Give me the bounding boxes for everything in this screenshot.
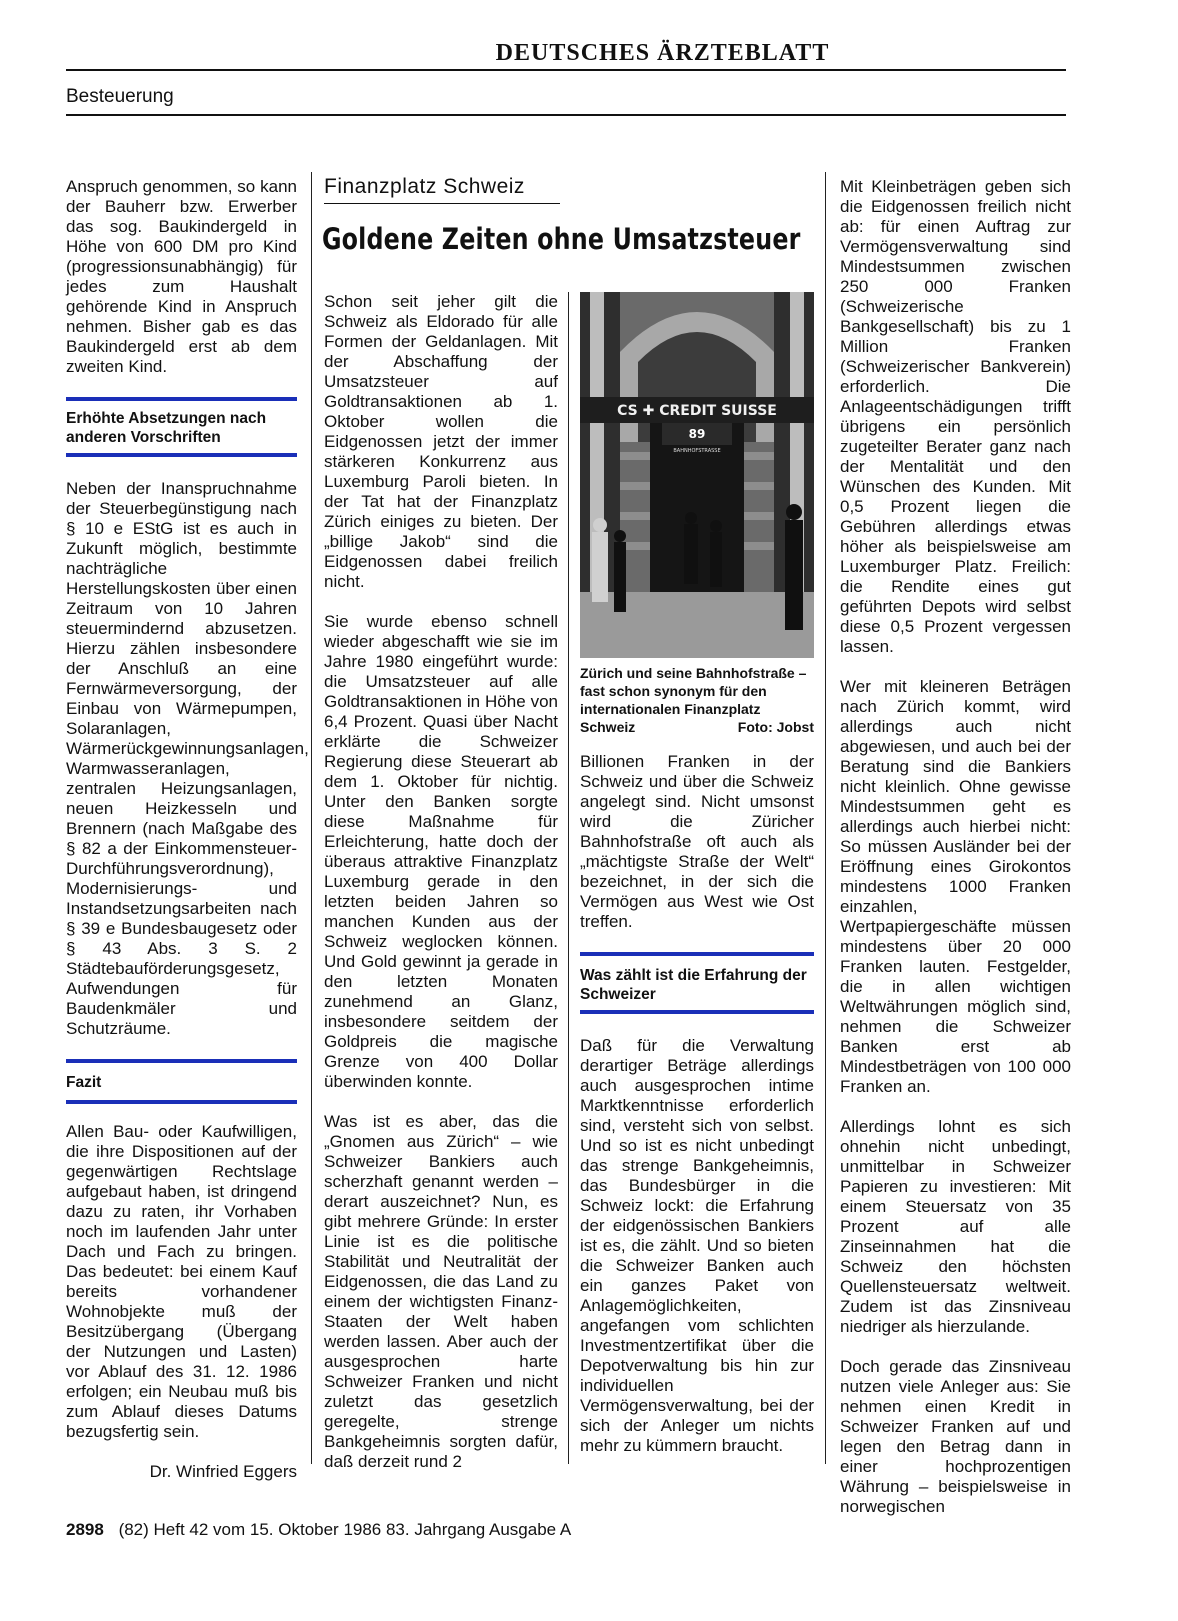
paragraph: Wer mit kleineren Beträgen nach Zürich kommt, wird allerdings auch nicht abgewiesen, und auch bei der Beratung sind die Bankiers nicht kleinlich. Ohne gewisse Mindestsummen geht es allerdings auch hierbei nicht: So müssen Ausländer bei der Eröffnung eines Girokontos mindestens 1000 Franken einzahlen, Wertpapiergeschäfte müssen mindestens über 20 000 Franken lauten. Festgelder, die in allen wichtigen Weltwährungen möglich sind, nehmen die Schweizer Banken erst ab Mindestbeträgen von 100 000 Franken an.: [840, 677, 1071, 1096]
column-divider: [825, 172, 826, 1464]
paragraph: Allerdings lohnt es sich ohnehin nicht unbedingt, unmittelbar in Schweizer Papieren zu investieren: Mit einem Steuersatz von 35 Prozent auf alle Zinseinnahmen hat die Schweiz den höchsten Quellensteuersatz weltweit. Zudem ist das Zinsniveau niedriger als hierzulande.: [840, 1117, 1071, 1336]
article-kicker: Finanzplatz Schweiz: [324, 175, 560, 204]
issue-info: (82) Heft 42 vom 15. Oktober 1986 83. Jahrgang Ausgabe A: [118, 1520, 572, 1539]
section-bar: [580, 1010, 814, 1014]
subheading: Was zählt ist die Erfahrung der Schweizer: [580, 967, 807, 1003]
subheading: Erhöhte Absetzungen nach anderen Vorschriften: [66, 410, 267, 446]
column-1: [66, 177, 309, 1482]
section-bar: [66, 1100, 297, 1104]
article-headline: Goldene Zeiten ohne Umsatzsteuer: [322, 222, 801, 256]
paragraph: Billionen Franken in der Schweiz und über die Schweiz angelegt sind. Nicht umsonst wird die Züricher Bahnhofstraße oft auch als „mächtigste Straße der Welt“ bezeichnet, in der sich die Vermögen aus West wie Ost treffen.: [580, 752, 814, 931]
header-rule: [66, 114, 1066, 116]
article-photo: [580, 292, 814, 658]
column-divider: [568, 292, 569, 1464]
paragraph: Anspruch genommen, so kann der Bauherr bzw. Erwerber das sog. Baukindergeld in Höhe von 600 DM pro Kind (progressionsunabhängig) für jedes zum Haushalt gehörende Kind in Anspruch nehmen. Bisher gab es das Baukindergeld erst ab dem zweiten Kind.: [66, 177, 297, 376]
photo-caption: [580, 664, 814, 736]
photo-credit: Foto: Jobst: [737, 719, 814, 735]
column-4: [840, 177, 1071, 1537]
column-divider: [311, 172, 312, 1464]
masthead-rule: [66, 69, 1066, 71]
column-2: [324, 292, 558, 1492]
paragraph: Schon seit jeher gilt die Schweiz als Eldorado für alle Formen der Geldanlagen. Mit der Abschaffung der Umsatzsteuer auf Goldtransaktionen ab 1. Oktober wollen die Eidgenossen jetzt der immer stärkeren Konkurrenz aus Luxemburg Paroli bieten. In der Tat hat der Finanzplatz Zürich einiges zu bieten. Der „billige Jakob“ sind die Eidgenossen dabei freilich nicht.: [324, 292, 558, 591]
paragraph: Mit Kleinbeträgen geben sich die Eidgenossen freilich nicht ab: für einen Auftrag zur Vermögensverwaltung sind Mindestsummen zwischen 250 000 Franken (Schweizerische Bankgesellschaft) bis zu 1 Million Franken (Schweizerischer Bankverein) erforderlich. Die Anlageentschädigungen trifft übrigens ein persönlich zugeteilter Berater ganz nach der Mentalität und den Wünschen des Kunden. Mit 0,5 Prozent liegen die Gebühren allerdings etwas höher als beispielsweise am Luxemburger Platz. Freilich: die Rendite eines gut geführten Depots wird selbst diese 0,5 Prozent vergessen lassen.: [840, 177, 1071, 656]
bank-sign-text: CS ✚ CREDIT SUISSE: [617, 403, 777, 419]
section-bar: [66, 397, 297, 401]
page-footer: [66, 1520, 571, 1540]
paragraph: Neben der Inanspruchnahme der Steuerbegünstigung nach § 10 e EStG ist es auch in Zukunft möglich, bestimmte nachträgliche Herstellungskosten über einen Zeitraum von 10 Jahren steuermindernd abzusetzen. Hierzu zählen insbesondere der Anschluß an eine Fernwärmeversorgung, der Einbau von Wärmepumpen, Solaranlagen, Wärmerückgewinnungsanlagen, Warmwasseranlagen, zentralen Heizungsanlagen, neuen Heizkesseln und Brennern (nach Maßgabe des § 82 a der Einkommensteuer-Durchführungsverordnung), Modernisierungs- und Instandsetzungsarbeiten nach § 39 e Bundesbaugesetz oder § 43 Abs. 3 S. 2 Städtebauförderungsgesetz, Aufwendungen für Baudenkmäler und Schutzräume.: [66, 479, 309, 1038]
paragraph: Sie wurde ebenso schnell wieder abgeschafft wie sie im Jahre 1980 eingeführt wurde: die Umsatzsteuer auf alle Goldtransaktionen in Höhe von 6,4 Prozent. Quasi über Nacht erklärte die Schweizer Regierung diese Steuerart ab dem 1. Oktober für nichtig. Unter den Banken sorgte diese Maßnahme für Erleichterung, hatte doch der überaus attraktive Finanzplatz Luxemburg gerade in den letzten beiden Jahren so manchen Kunden aus der Schweiz weglocken können. Und Gold gewinnt ja gerade in den letzten Monaten zunehmend an Glanz, insbesondere seitdem der Goldpreis die magische Grenze von 400 Dollar überwinden konnte.: [324, 612, 558, 1091]
page-number: 2898: [66, 1520, 104, 1539]
section-bar: [580, 952, 814, 956]
paragraph: Daß für die Verwaltung derartiger Beträge allerdings auch ausgesprochen intime Marktkenntnisse erforderlich sind, versteht sich von selbst. Und so ist es nicht unbedingt das strenge Bankgeheimnis, das Bundesbürger in die Schweiz lockt: die Erfahrung der eidgenössischen Bankiers ist es, die zählt. Und so bieten die Schweizer Banken auch ein ganzes Paket von Anlagemöglichkeiten, angefangen vom schlichten Investmentzertifikat über die Depotverwaltung bis hin zur individuellen Vermögensverwaltung, bei der sich der Anleger um nichts mehr zu kümmern braucht.: [580, 1036, 814, 1455]
masthead: DEUTSCHES ÄRZTEBLATT: [495, 40, 830, 66]
paragraph: Allen Bau- oder Kaufwilligen, die ihre Dispositionen auf der gegenwärtigen Rechtslage aufgebaut haben, ist dringend dazu zu raten, ihr Vorhaben noch im laufenden Jahr unter Dach und Fach zu bringen. Das bedeutet: bei einem Kauf bereits vorhandener Wohnobjekte muß der Besitzübergang (Übergang der Nutzungen und Lasten) vor Ablauf des 31. 12. 1986 erfolgen; ein Neubau muß bis zum Ablauf dieses Datums bezugsfertig sein.: [66, 1122, 297, 1441]
paragraph: Was ist es aber, das die „Gnomen aus Zürich“ – wie Schweizer Bankiers auch scherzhaft genannt werden – derart auszeichnet? Nun, es gibt mehrere Gründe: In erster Linie ist es die politische Stabilität und Neutralität der Eidgenossen, die das Land zu einem der wichtigsten Finanz-Staaten der Welt haben werden lassen. Aber auch der ausgesprochen harte Schweizer Franken und nicht zuletzt das gesetzlich geregelte, strenge Bankgeheimnis sorgten dafür, daß derzeit rund 2: [324, 1112, 558, 1471]
bank-facade-image: [580, 292, 814, 658]
section-label: Besteuerung: [66, 86, 174, 107]
section-bar: [66, 453, 297, 457]
subheading: Fazit: [66, 1074, 102, 1091]
street-sign: BAHNHOFSTRASSE: [673, 448, 721, 454]
column-3: [580, 752, 814, 1476]
paragraph: Doch gerade das Zinsniveau nutzen viele Anleger aus: Sie nehmen einen Kredit in Schweizer Franken auf und legen den Betrag dann in einer hochprozentigen Währung – beispielsweise in norwegischen: [840, 1357, 1071, 1516]
building-number: 89: [688, 427, 706, 441]
caption-text: Zürich und seine Bahnhofstraße – fast schon synonym für den internationalen Finanzplatz Schweiz: [580, 665, 807, 735]
author: Dr. Winfried Eggers: [149, 1462, 297, 1481]
section-bar: [66, 1059, 297, 1063]
